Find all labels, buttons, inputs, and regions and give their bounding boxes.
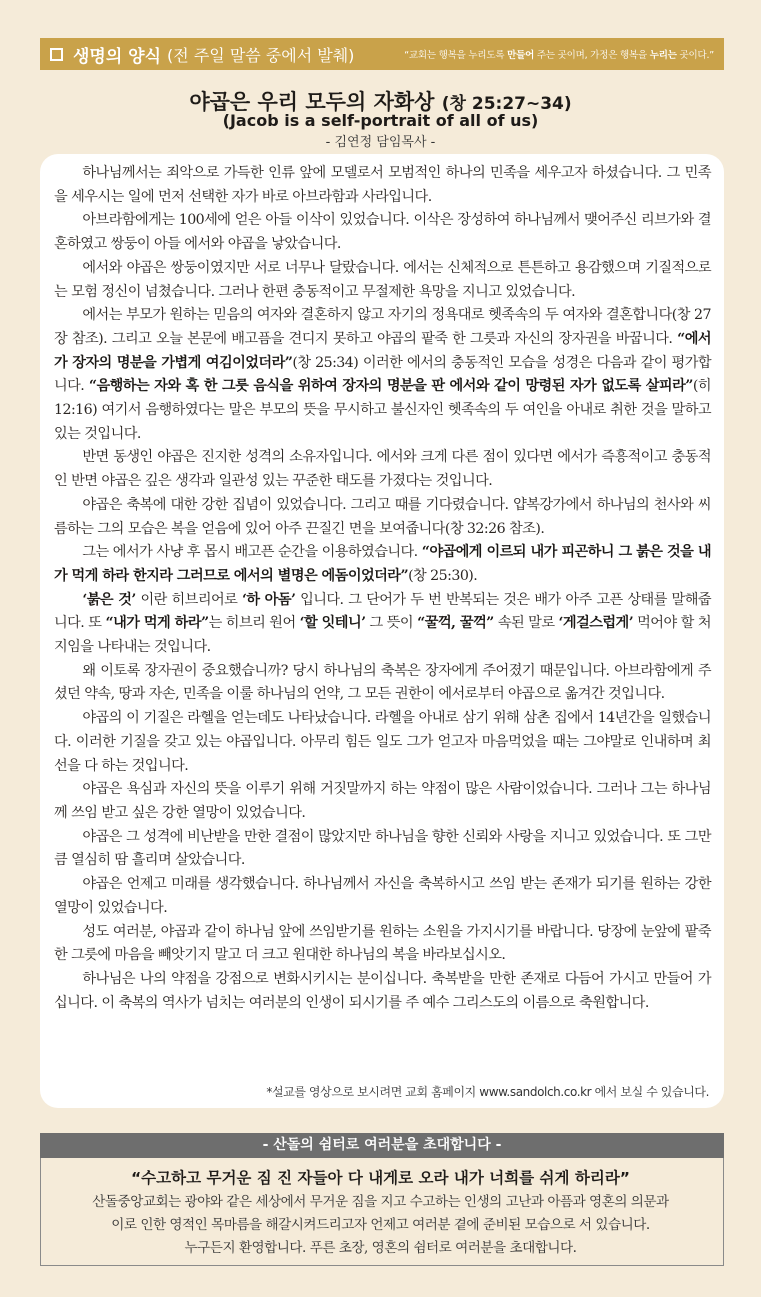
body-text: 에서와 야곱은 쌍둥이였지만 서로 너무나 달랐습니다. 에서는 신체적으로 튼튼하고 용감했으며 기질적으로는 모험 정신이 넘쳤습니다. 그러나 한편 충동적이고 무절제한 욕망을 지니고 있었습니다. <box>54 259 711 300</box>
body-text: (히 12:16) 여기서 음행하였다는 말은 부모의 뜻을 무시하고 불신자인 헷족속의 두 여인을 아내로 취한 것을 말하고 있는 것입니다. <box>54 378 711 442</box>
body-text: (창 25:34) 이러한 에서의 충동적인 모습을 성경은 다음과 같이 평가합니다. <box>54 354 712 395</box>
invite-line-1: 산돌중앙교회는 광야와 같은 세상에서 무거운 짐을 지고 수고하는 인생의 고난과 아픔과 영혼의 의문과 <box>92 1194 669 1210</box>
body-text: 야곱은 축복에 대한 강한 집념이 있었습니다. 그리고 때를 기다렸습니다. 얍복강가에서 하나님의 천사와 씨름하는 그의 모습은 복을 얻음에 있어 아주 끈질긴 면을 보여줍니다(창 32:26 참조). <box>54 496 711 537</box>
sermon-paragraph <box>54 257 711 304</box>
emphasis-text: “야곱에게 이르되 내가 피곤하니 그 붉은 것을 내가 먹게 하라 한지라 그러므로 에서의 별명은 에돔이었더라” <box>54 544 711 584</box>
emphasis-text: ‘하 아돔’ <box>242 591 296 608</box>
sermon-body <box>54 162 711 1015</box>
emphasis-text: “꿀꺽, 꿀꺽” <box>417 615 494 632</box>
body-text: 아브라함에게는 100세에 얻은 아들 이삭이 있었습니다. 이삭은 장성하여 하나님께서 맺어주신 리브가와 결혼하였고 쌍둥이 아들 에서와 야곱을 낳았습니다. <box>54 212 711 253</box>
sermon-paragraph <box>54 660 711 707</box>
sermon-paragraph <box>54 541 711 588</box>
invite-header: - 산돌의 쉼터로 여러분을 초대합니다 - <box>40 1133 724 1158</box>
body-text: (창 25:30). <box>408 567 478 584</box>
emphasis-text: ‘붉은 것’ <box>82 591 136 608</box>
sermon-author: - 김연정 담임목사 - <box>325 135 436 150</box>
sermon-paragraph <box>54 921 711 968</box>
sermon-paragraph <box>54 162 711 209</box>
body-text: 하나님께서는 죄악으로 가득한 인류 앞에 모델로서 모범적인 하나의 민족을 세우고자 하셨습니다. 그 민족을 세우시는 일에 먼저 선택한 자가 바로 아브라함과 사라입니다. <box>54 165 711 205</box>
emphasis-text: “내가 먹게 하라” <box>105 615 209 632</box>
invite-quote: “수고하고 무거운 짐 진 자들아 다 내게로 오라 내가 너희를 쉬게 하리라” <box>131 1169 630 1187</box>
body-text: 먹어야 할 처지임을 나타내는 것입니다. <box>54 615 711 656</box>
body-text: 야곱은 언제고 미래를 생각했습니다. 하나님께서 자신을 축복하시고 쓰임 받는 존재가 되기를 원하는 강한 열망이 있었습니다. <box>54 876 711 916</box>
banner-subtitle: (전 주일 말씀 중에서 발췌) <box>167 45 355 65</box>
sermon-paragraph <box>54 968 711 1015</box>
body-text: 야곱은 욕심과 자신의 뜻을 이루기 위해 거짓말까지 하는 약점이 많은 사람이었습니다. 그러나 그는 하나님께 쓰임 받고 싶은 강한 열망이 있었습니다. <box>54 781 711 821</box>
sermon-paragraph <box>54 446 711 493</box>
body-text: 야곱은 그 성격에 비난받을 만한 결점이 많았지만 하나님을 향한 신뢰와 사랑을 지니고 있었습니다. 또 그만큼 열심히 땀 흘리며 살았습니다. <box>54 828 711 869</box>
body-text: 속된 말로 <box>493 615 559 632</box>
emphasis-text: “에서가 장자의 명분을 가볍게 여김이었더라” <box>54 330 711 371</box>
sermon-title: 야곱은 우리 모두의 자화상 (창 25:27~34) <box>189 90 572 114</box>
emphasis-text: ‘게걸스럽게’ <box>558 615 634 632</box>
body-text: 그 뜻이 <box>365 615 418 632</box>
square-icon <box>50 48 63 61</box>
sermon-paragraph <box>54 589 711 660</box>
body-text: 입니다. 그 단어가 두 번 반복되는 것은 배가 아주 고픈 상태를 말해줍니다. 또 <box>54 591 712 632</box>
sermon-paragraph <box>54 304 711 446</box>
body-text: 왜 이토록 장자권이 중요했습니까? 당시 하나님의 축복은 장자에게 주어졌기 때문입니다. 아브라함에게 주셨던 약속, 땅과 자손, 민족을 이룰 하나님의 언약, 그 모든 권한이 에서로부터 야곱으로 옮겨간 것입니다. <box>54 662 711 703</box>
invite-line-2: 이로 인한 영적인 목마름을 해갈시켜드리고자 언제고 여러분 곁에 준비된 모습으로 서 있습니다. <box>111 1217 650 1233</box>
sermon-paragraph <box>54 494 711 541</box>
sermon-title-english: (Jacob is a self-portrait of all of us) <box>222 111 539 130</box>
body-text: 이란 히브리어로 <box>135 591 242 608</box>
invite-line-3: 누구든지 환영합니다. 푸른 초장, 영혼의 쉼터로 여러분을 초대합니다. <box>184 1240 577 1256</box>
emphasis-text: ‘할 잇테니’ <box>299 615 366 632</box>
banner-title: 생명의 양식 <box>73 46 162 67</box>
banner-motto: “교회는 행복을 누리도록 만들어 주는 곳이며, 가정은 행복을 누리는 곳이다.” <box>404 50 714 61</box>
sermon-paragraph <box>54 826 711 873</box>
body-text: 하나님은 나의 약점을 강점으로 변화시키시는 분이십니다. 축복받을 만한 존재로 다듬어 가시고 만들어 가십니다. 이 축복의 역사가 넘치는 여러분의 인생이 되시기를 주 예수 그리스도의 이름으로 축원합니다. <box>54 970 711 1011</box>
body-text: 성도 여러분, 야곱과 같이 하나님 앞에 쓰임받기를 원하는 소원을 가지시기를 바랍니다. 당장에 눈앞에 팥죽 한 그릇에 마음을 빼앗기지 말고 더 크고 원대한 하나님의 복을 바라보십시오. <box>54 923 711 964</box>
body-text: 그는 에서가 사냥 후 몹시 배고픈 순간을 이용하였습니다. <box>82 544 422 561</box>
body-text: 는 히브리 원어 <box>208 615 300 632</box>
sermon-paragraph <box>54 209 711 256</box>
section-banner <box>40 38 724 70</box>
sermon-paragraph <box>54 778 711 825</box>
scripture-reference: (창 25:27~34) <box>441 94 572 114</box>
video-note: *설교를 영상으로 보시려면 교회 홈페이지 www.sandolch.co.kr 에서 보실 수 있습니다. <box>266 1085 709 1099</box>
sermon-paragraph <box>54 873 711 920</box>
body-text: 야곱의 이 기질은 라헬을 얻는데도 나타났습니다. 라헬을 아내로 삼기 위해 삼촌 집에서 14년간을 일했습니다. 이러한 기질을 갖고 있는 야곱입니다. 아무리 힘든 일도 그가 얻고자 마음먹었을 때는 그야말로 인내하며 최선을 다 하는 것입니다. <box>54 710 711 774</box>
body-text: 에서는 부모가 원하는 믿음의 여자와 결혼하지 않고 자기의 정욕대로 헷족속의 두 여자와 결혼합니다(창 27장 참조). 그리고 오늘 본문에 배고픔을 견디지 못하고 야곱의 팥죽 한 그릇과 자신의 장자권을 바꿉니다. <box>54 307 711 347</box>
sermon-paragraph <box>54 707 711 778</box>
body-text: 반면 동생인 야곱은 진지한 성격의 소유자입니다. 에서와 크게 다른 점이 있다면 에서가 즉흥적이고 충동적인 반면 야곱은 깊은 생각과 일관성 있는 꾸준한 태도를 가졌다는 것입니다. <box>54 449 711 490</box>
emphasis-text: “음행하는 자와 혹 한 그릇 음식을 위하여 장자의 명분을 판 에서와 같이 망령된 자가 없도록 살피라” <box>88 378 693 395</box>
